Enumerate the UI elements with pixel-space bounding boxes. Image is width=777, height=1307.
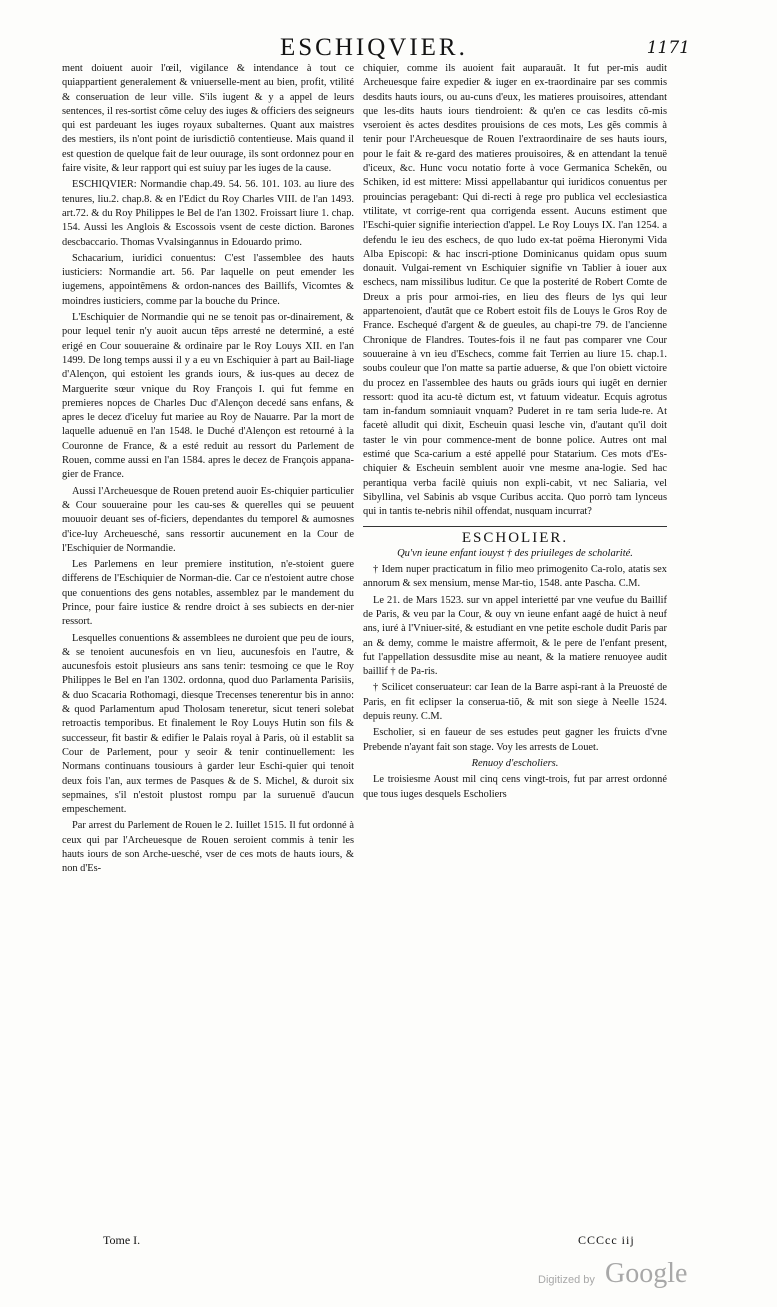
paragraph: Le troisiesme Aoust mil cinq cens vingt-trois, fut par arrest ordonné que tous iuges desquels Escholiers: [363, 774, 667, 800]
watermark-small: Digitized by: [538, 1274, 595, 1286]
watermark-logo: Google: [605, 1258, 688, 1289]
paragraph: † Scilicet conseruateur: car Iean de la Barre aspi-rant à la Preuosté de Paris, en fit eclipser la conserua-tiõ, & mit son siege à Neelle 1524. depuis reuny. C.M.: [363, 682, 667, 723]
paragraph: Aussi l'Archeuesque de Rouen pretend auoir Es-chiquier particulier & Cour souueraine pour les cau-ses & querelles qui se peuuent mouuoir deuant ses of-ficiers, dependantes du temporel & aumosnes d'ice-luy Archeuesché, sans ressortir aucunement en la Cour de l'Eschiquier de Normandie.: [62, 485, 354, 554]
paragraph: † Idem nuper practicatum in filio meo primogenito Ca-rolo, atatis sex annorum & sex mensium, mense Mar-tio, 1548. ante Pascha. C.M.: [363, 564, 667, 590]
volume-label: Tome I.: [103, 1233, 141, 1247]
paragraph: Les Parlemens en leur premiere institution, n'e-stoient guere differens de l'Eschiquier de Norman-die. Car ce n'estoient autre chose que conuentions des gens notables, assemblez par le mandement du Prince, pour faire iustice & rendre droict à ses subiects en der-nier ressort.: [62, 559, 354, 628]
paragraph: Par arrest du Parlement de Rouen le 2. Iuillet 1515. Il fut ordonné à ceux qui par l'Archeuesque de Rouen seroient commis à tenir les hauts iours de son Arche-uesché, vser de ces mots de hauts iours, & non d'Es-: [62, 820, 354, 875]
paragraph: Le 21. de Mars 1523. sur vn appel interietté par vne veufue du Baillif de Paris, & veu par la Cour, & ouy vn ieune enfant aagé de huict à neuf ans, iuré à l'Vniuer-sité, & estudiant en vne petite eschole dudit Paris par an & demy, comme le maistre affermoit, & le pere de l'enfant present, fut l'appellation dessusdite mise au neant, & la matiere renuoyee audit baillif † de Pa-ris.: [363, 594, 667, 678]
section-subheading: Renuoy d'escholiers.: [471, 757, 559, 769]
paragraph: Escholier, si en faueur de ses estudes peut gagner les fruicts d'vne Prebende n'ayant fait son stage. Voy les arrests de Louet.: [363, 727, 667, 753]
left-column: [62, 62, 354, 879]
paragraph: chiquier, comme ils auoient fait auparauãt. It fut per-mis audit Archeuesque faire expedier & iuger en ex-traordinaire par ses commis desdits hauts iours, ou au-cuns d'eux, les matieres prouisoires, attendant que les-dits hauts iours tiendroient: & qu'en ce cas lesdits cõ-mis vseroient ès actes desdites prouisions de ces mots, Les gẽs commis à tenir pour l'Archeuesque de Rouen l'extraordinaire de ses hauts iours, pour le fait & re-gard des matieres prouisoires, & en attendant la tenuë d'iceux, &c. Hunc vocu notatio forte à voce Germanica Schekẽn, ou Schiken, id est mittere: Missi appellabantur qui iuridicos conuentus per prouincias peragebant: Qui di-recti à rege pro publica vel ecclesiastica vtilitate, vt corrige-rent qua corrigenda essent. Aucuns estiment que l'Eschi-quier signifie interiection d'appel. Le Roy Louys IX. l'an 1254. a defendu le ieu des eschecs, de quo ludo ex-tat poëma Hieronymi Vida Alba Episcopi: & hac inscri-ptione Dominicanus quidam opus suum donauit. Vulgai-rement vn Eschiquier signifie vn Tablier à iouer aux eschecs, nam missilibus luditur. Ce que la posterité de Robert Comte de Dreux a pris pour armoi-ries, en lieu des fleurs de lys qui leur appartenoient, d'autãt que ce Robert estoit fils de Louys le Gros Roy de France. Eschequé d'argent & de gueules, au chapi-tre 79. de l'ancienne Chronique de Flandres. Toutes-fois il ne faut pas comparer vne Cour souueraine à vn ieu d'Eschecs, comme fait Terrien au liure 15. chap.1. soubs couleur que l'on matte sa partie aduerse, & que l'on obiett victoire du procez en l'assemblee des hauts ou grãds iours qui iugẽt en dernier ressort: quod ita acu-tè dictum est, vt fatuum videatur. Ecquis agrotus tam in-fandum somniauit vnquam? Puderet in re tam seria lude-re. At facetè alludit qui dixit, Escheuin quasi lesche vin, d'autant qu'il doit taster le vin pour commence-ment de bonne police. Autres ont mal estimé que Sca-carium a esté appellé pour Statarium. Ces mots d'Es-chiquier & Escheuin semblent auoir vne mesme ana-logie. Sed hac perantiqua verba facilè quiuis non expli-cabit, vt nec Saliaria, vel Sibyllina, vel Sabinis ab vsque Curibus accita. Quo porrò tam lynceus qui in tantis te-nebris nihil offendat, nusquam incurrat?: [363, 63, 667, 518]
section-subheading: Qu'vn ieune enfant iouyst † des priuileges de scholarité.: [397, 547, 633, 559]
running-head: ESCHIQVIER.: [280, 34, 468, 61]
right-column: [363, 62, 667, 804]
page-number: 1171: [646, 38, 690, 58]
section-divider: [363, 526, 667, 527]
paragraph: Schacarium, iuridici conuentus: C'est l'assemblee des hauts iusticiers: Normandie art. 56. Par laquelle on peut emender les iugemens, appointẽmens & ordon-nances des Baillifs, Vicomtes & moindres iusticiers, comme par la bouche du Prince.: [62, 252, 354, 307]
paragraph: ment doiuent auoir l'œil, vigilance & intendance à tout ce quiappartient generalement & vniuerselle-ment au bien, profit, vtilité & conseruation de leur ville. S'ils iugent & y a appel de leurs sentences, il res-sortist cõme celuy des iuges & officiers des seigneurs qui est pardeuant les iuges royaux subalternes. Quant aux maistres des mestiers, ils n'ont point de iurisdictiõ contentieuse. Mais quand il est question de quelque fait de leur ouurage, ils sont ordonnez pour en faire visite, & leur rapport qui est suiuy par les iuges de la cause.: [62, 63, 354, 175]
page-header: [60, 34, 690, 64]
paragraph: ESCHIQVIER: Normandie chap.49. 54. 56. 101. 103. au liure des tenures, liu.2. chap.8. & en l'Edict du Roy Charles VIII. de l'an 1493. art.72. & du Roy Philippes le Bel de l'an 1302. Froissart liure 1. chap. 154. Aussi les Anglois & Escossois vsent de ceste diction. Barones descbaccario. Thomas Vvalsingannus in Edouardo primo.: [62, 179, 354, 248]
google-watermark: [538, 1258, 728, 1294]
signature-mark: CCCcc iij: [578, 1233, 635, 1247]
section-heading: ESCHOLIER.: [461, 529, 569, 546]
paragraph: L'Eschiquier de Normandie qui ne se tenoit pas or-dinairement, & pour lequel tenir n'y auoit aucun tẽps arresté ne determiné, a esté erigé en Cour souueraine & ordinaire par le Roy Louys XII. en l'an 1499. De long temps aussi il y a eu vn Eschiquier à part au Bail-liage d'Alençon, qui estoient les grands iours, & ius-ques au decez de Marguerite sœur vnique du Roy François I. qui fut femme en premieres nopces de Charles Duc d'Alençon decedé sans enfans, & apres le decez d'iceluy fut mariee au Roy de Nauarre. Par la mort de laquelle aduenuë en l'an 1548. le Duché d'Alençon est retourné à la Couronne de France, & a esté reduit au ressort du Parlement de Rouen, comme aussi en l'an 1584. apres le decez de François appana-gier de France.: [62, 312, 354, 481]
paragraph: Lesquelles conuentions & assemblees ne duroient que peu de iours, & se tenoient aucunesfois en vn lieu, aucunesfois en l'autre, & aucunesfois estoit plusieurs ans sans tenir: tesmoing ce que le Roy Philippes le Bel en l'an 1302. ordonna, quod duo Parlamenta Parisiis, & duo Scacaria Rothomagi, diesque Trecenses tenerentur bis in anno: & quod Parlamentum apud Tholosam teneretur, sicut teneri solebat retroactis temporibus. Et finalement le Roy Louys Hutin son fils & successeur, fit bastir & edifier le Palais royal à Paris, où il establit sa Cour de Parlement, pour y seoir & tenir continuellement: les Normans continuans tousiours à garder leur Eschi-quier qui tenoit deux fois l'an, aux termes de Pasques & de S. Michel, & duroit six sepmaines, s'il n'estoit plustost rompu par la suruenuë d'aucun empeschement.: [62, 632, 354, 816]
